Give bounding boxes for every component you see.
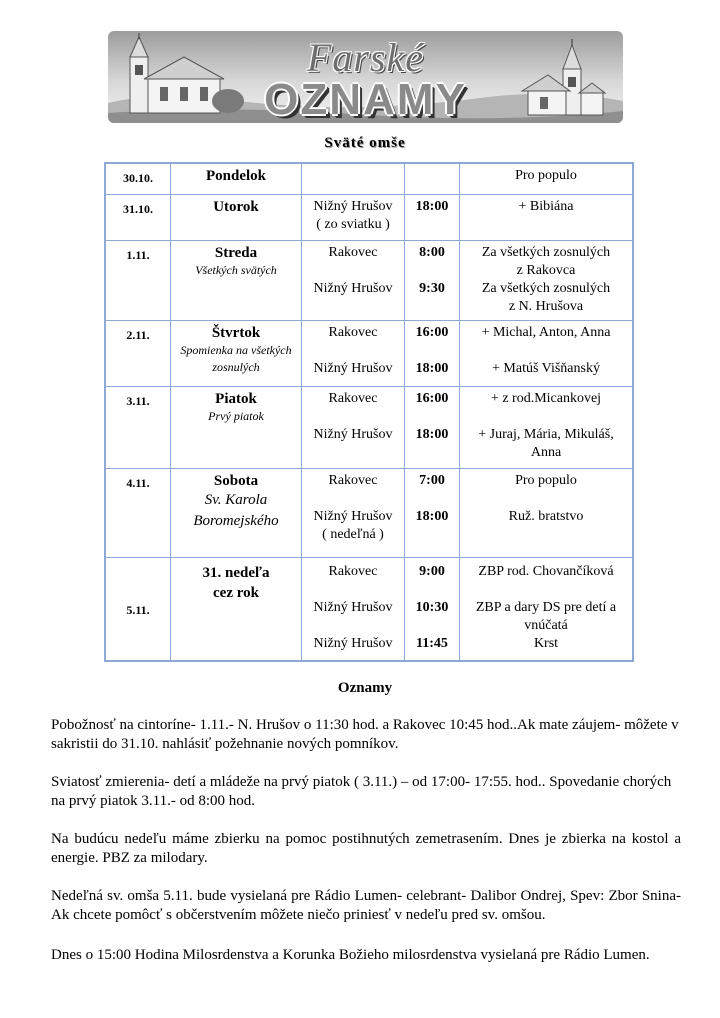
- day-subtitle: Všetkých svätých: [195, 262, 277, 277]
- time-cell: [405, 557, 460, 661]
- place-cell: [302, 468, 405, 557]
- day-cell: [171, 468, 302, 557]
- date-text: 5.11.: [126, 603, 150, 618]
- intention-text: + Matúš Višňanský: [492, 360, 600, 376]
- date-cell: 31.10.: [105, 194, 171, 240]
- intention-cell: [460, 240, 634, 320]
- intention-text: Ruž. bratstvo: [508, 508, 584, 524]
- place-cell: [302, 557, 405, 661]
- place-cell: [302, 240, 405, 320]
- place-note: ( zo sviatku ): [316, 216, 390, 232]
- table-row: [105, 386, 633, 468]
- intention-text: vnúčatá: [524, 617, 568, 633]
- place-text: Nižný Hrušov: [313, 599, 393, 615]
- day-cell: [171, 386, 302, 468]
- intention-text: ZBP a dary DS pre detí a: [475, 599, 617, 615]
- time-text: 18:00: [415, 198, 449, 214]
- day-cell: [171, 320, 302, 386]
- intention-cell: [460, 557, 634, 661]
- table-row: [105, 163, 633, 194]
- intention-cell: [460, 320, 634, 386]
- table-row: [105, 240, 633, 320]
- time-text: 10:30: [415, 599, 449, 615]
- intention-text: Pro populo: [515, 472, 577, 488]
- intention-cell: [460, 194, 634, 240]
- day-name: Piatok: [215, 390, 257, 407]
- time-text: 16:00: [415, 324, 449, 340]
- intention-text: z N. Hrušova: [508, 298, 584, 314]
- time-text: 18:00: [415, 360, 449, 376]
- intention-text: Za všetkých zosnulých: [481, 244, 611, 260]
- day-subtitle: Sv. Karola Boromejského: [193, 491, 279, 529]
- place-cell: [302, 194, 405, 240]
- announcement-paragraph: Pobožnosť na cintoríne- 1.11.- N. Hrušov o 11:30 hod. a Rakovec 10:45 hod..Ak mate záujem- môžete v sakristii do 31.10. nahlásiť požehnanie nových pomníkov.: [51, 717, 679, 752]
- intention-text: Anna: [530, 444, 562, 460]
- mass-schedule-table: [104, 162, 634, 662]
- masses-heading: Sväté omše: [324, 135, 406, 151]
- place-text: Rakovec: [328, 563, 378, 579]
- date-cell: 3.11.: [105, 386, 171, 468]
- place-text: Nižný Hrušov: [313, 426, 393, 442]
- time-cell: [405, 240, 460, 320]
- place-text: Nižný Hrušov: [313, 508, 393, 524]
- day-cell: [171, 194, 302, 240]
- time-cell: [405, 194, 460, 240]
- day-cell: [171, 557, 302, 661]
- time-text: 18:00: [415, 508, 449, 524]
- time-cell: [405, 468, 460, 557]
- day-name: 31. nedeľa cez rok: [202, 564, 270, 601]
- time-text: 9:00: [419, 563, 445, 579]
- date-cell: [105, 557, 171, 661]
- table-row: [105, 557, 633, 661]
- intention-cell: [460, 163, 634, 194]
- date-cell: 2.11.: [105, 320, 171, 386]
- day-subtitle: Spomienka na všetkých zosnulých: [180, 342, 292, 374]
- time-text: 8:00: [419, 244, 445, 260]
- table-row: [105, 320, 633, 386]
- intention-text: + Juraj, Mária, Mikuláš,: [478, 426, 614, 442]
- banner-title-farske: Farské: [306, 35, 425, 80]
- day-name: Sobota: [213, 472, 259, 489]
- place-text: Nižný Hrušov: [313, 280, 393, 296]
- time-text: 7:00: [419, 472, 445, 488]
- intention-text: + z rod.Micankovej: [490, 390, 602, 406]
- announcement-paragraph: Na budúcu nedeľu máme zbierku na pomoc postihnutých zemetrasením. Dnes je zbierka na kostol a energie. PBZ za milodary.: [51, 831, 681, 866]
- intention-text: Pro populo: [515, 168, 577, 183]
- day-cell: [171, 163, 302, 194]
- intention-cell: [460, 468, 634, 557]
- date-cell: 4.11.: [105, 468, 171, 557]
- place-text: Rakovec: [328, 244, 378, 260]
- place-cell: [302, 386, 405, 468]
- table-row: [105, 468, 633, 557]
- time-cell: [405, 386, 460, 468]
- intention-text: ZBP rod. Chovančíková: [478, 563, 614, 579]
- intention-text: Krst: [533, 635, 559, 651]
- place-text: Rakovec: [328, 390, 378, 406]
- time-cell: [405, 320, 460, 386]
- day-name: Utorok: [213, 198, 259, 215]
- intention-cell: [460, 386, 634, 468]
- date-cell: 30.10.: [105, 163, 171, 194]
- time-text: 16:00: [415, 390, 449, 406]
- announcements-heading: Oznamy: [337, 680, 393, 696]
- place-cell: [302, 163, 405, 194]
- date-cell: 1.11.: [105, 240, 171, 320]
- day-cell: [171, 240, 302, 320]
- announcement-paragraph: Dnes o 15:00 Hodina Milosrdenstva a Korunka Božieho milosrdenstva vysielaná pre Rádio Lumen.: [51, 947, 650, 963]
- banner-title-oznamy: OZNAMY: [264, 75, 467, 123]
- place-text: Nižný Hrušov: [313, 635, 393, 651]
- header-banner: [108, 31, 623, 123]
- place-text: Nižný Hrušov: [313, 198, 393, 214]
- place-text: Rakovec: [328, 472, 378, 488]
- day-subtitle: Prvý piatok: [208, 408, 264, 423]
- place-note: ( nedeľná ): [322, 526, 384, 542]
- place-cell: [302, 320, 405, 386]
- place-text: Nižný Hrušov: [313, 360, 393, 376]
- day-name: Pondelok: [205, 168, 266, 184]
- intention-text: + Michal, Anton, Anna: [481, 324, 611, 340]
- announcement-paragraph: Sviatosť zmierenia- detí a mládeže na prvý piatok ( 3.11.) – od 17:00- 17:55. hod.. Spovedanie chorých na prvý piatok 3.11.- od 8:00 hod.: [51, 774, 672, 809]
- day-name: Streda: [214, 244, 258, 261]
- announcement-paragraph: Nedeľná sv. omša 5.11. bude vysielaná pre Rádio Lumen- celebrant- Dalibor Ondrej, Spev: Zbor Snina- Ak chcete pomôcť s občerstvením môžete niečo priniesť v nedeľu pred sv. omšou.: [51, 888, 681, 923]
- time-text: 11:45: [416, 635, 448, 651]
- intention-text: z Rakovca: [516, 262, 576, 278]
- place-text: Rakovec: [328, 324, 378, 340]
- time-text: 9:30: [419, 280, 445, 296]
- intention-text: + Bibiána: [518, 198, 574, 214]
- day-name: Štvrtok: [211, 324, 261, 341]
- time-text: 18:00: [415, 426, 449, 442]
- intention-text: Za všetkých zosnulých: [481, 280, 611, 296]
- time-cell: [405, 163, 460, 194]
- table-row: [105, 194, 633, 240]
